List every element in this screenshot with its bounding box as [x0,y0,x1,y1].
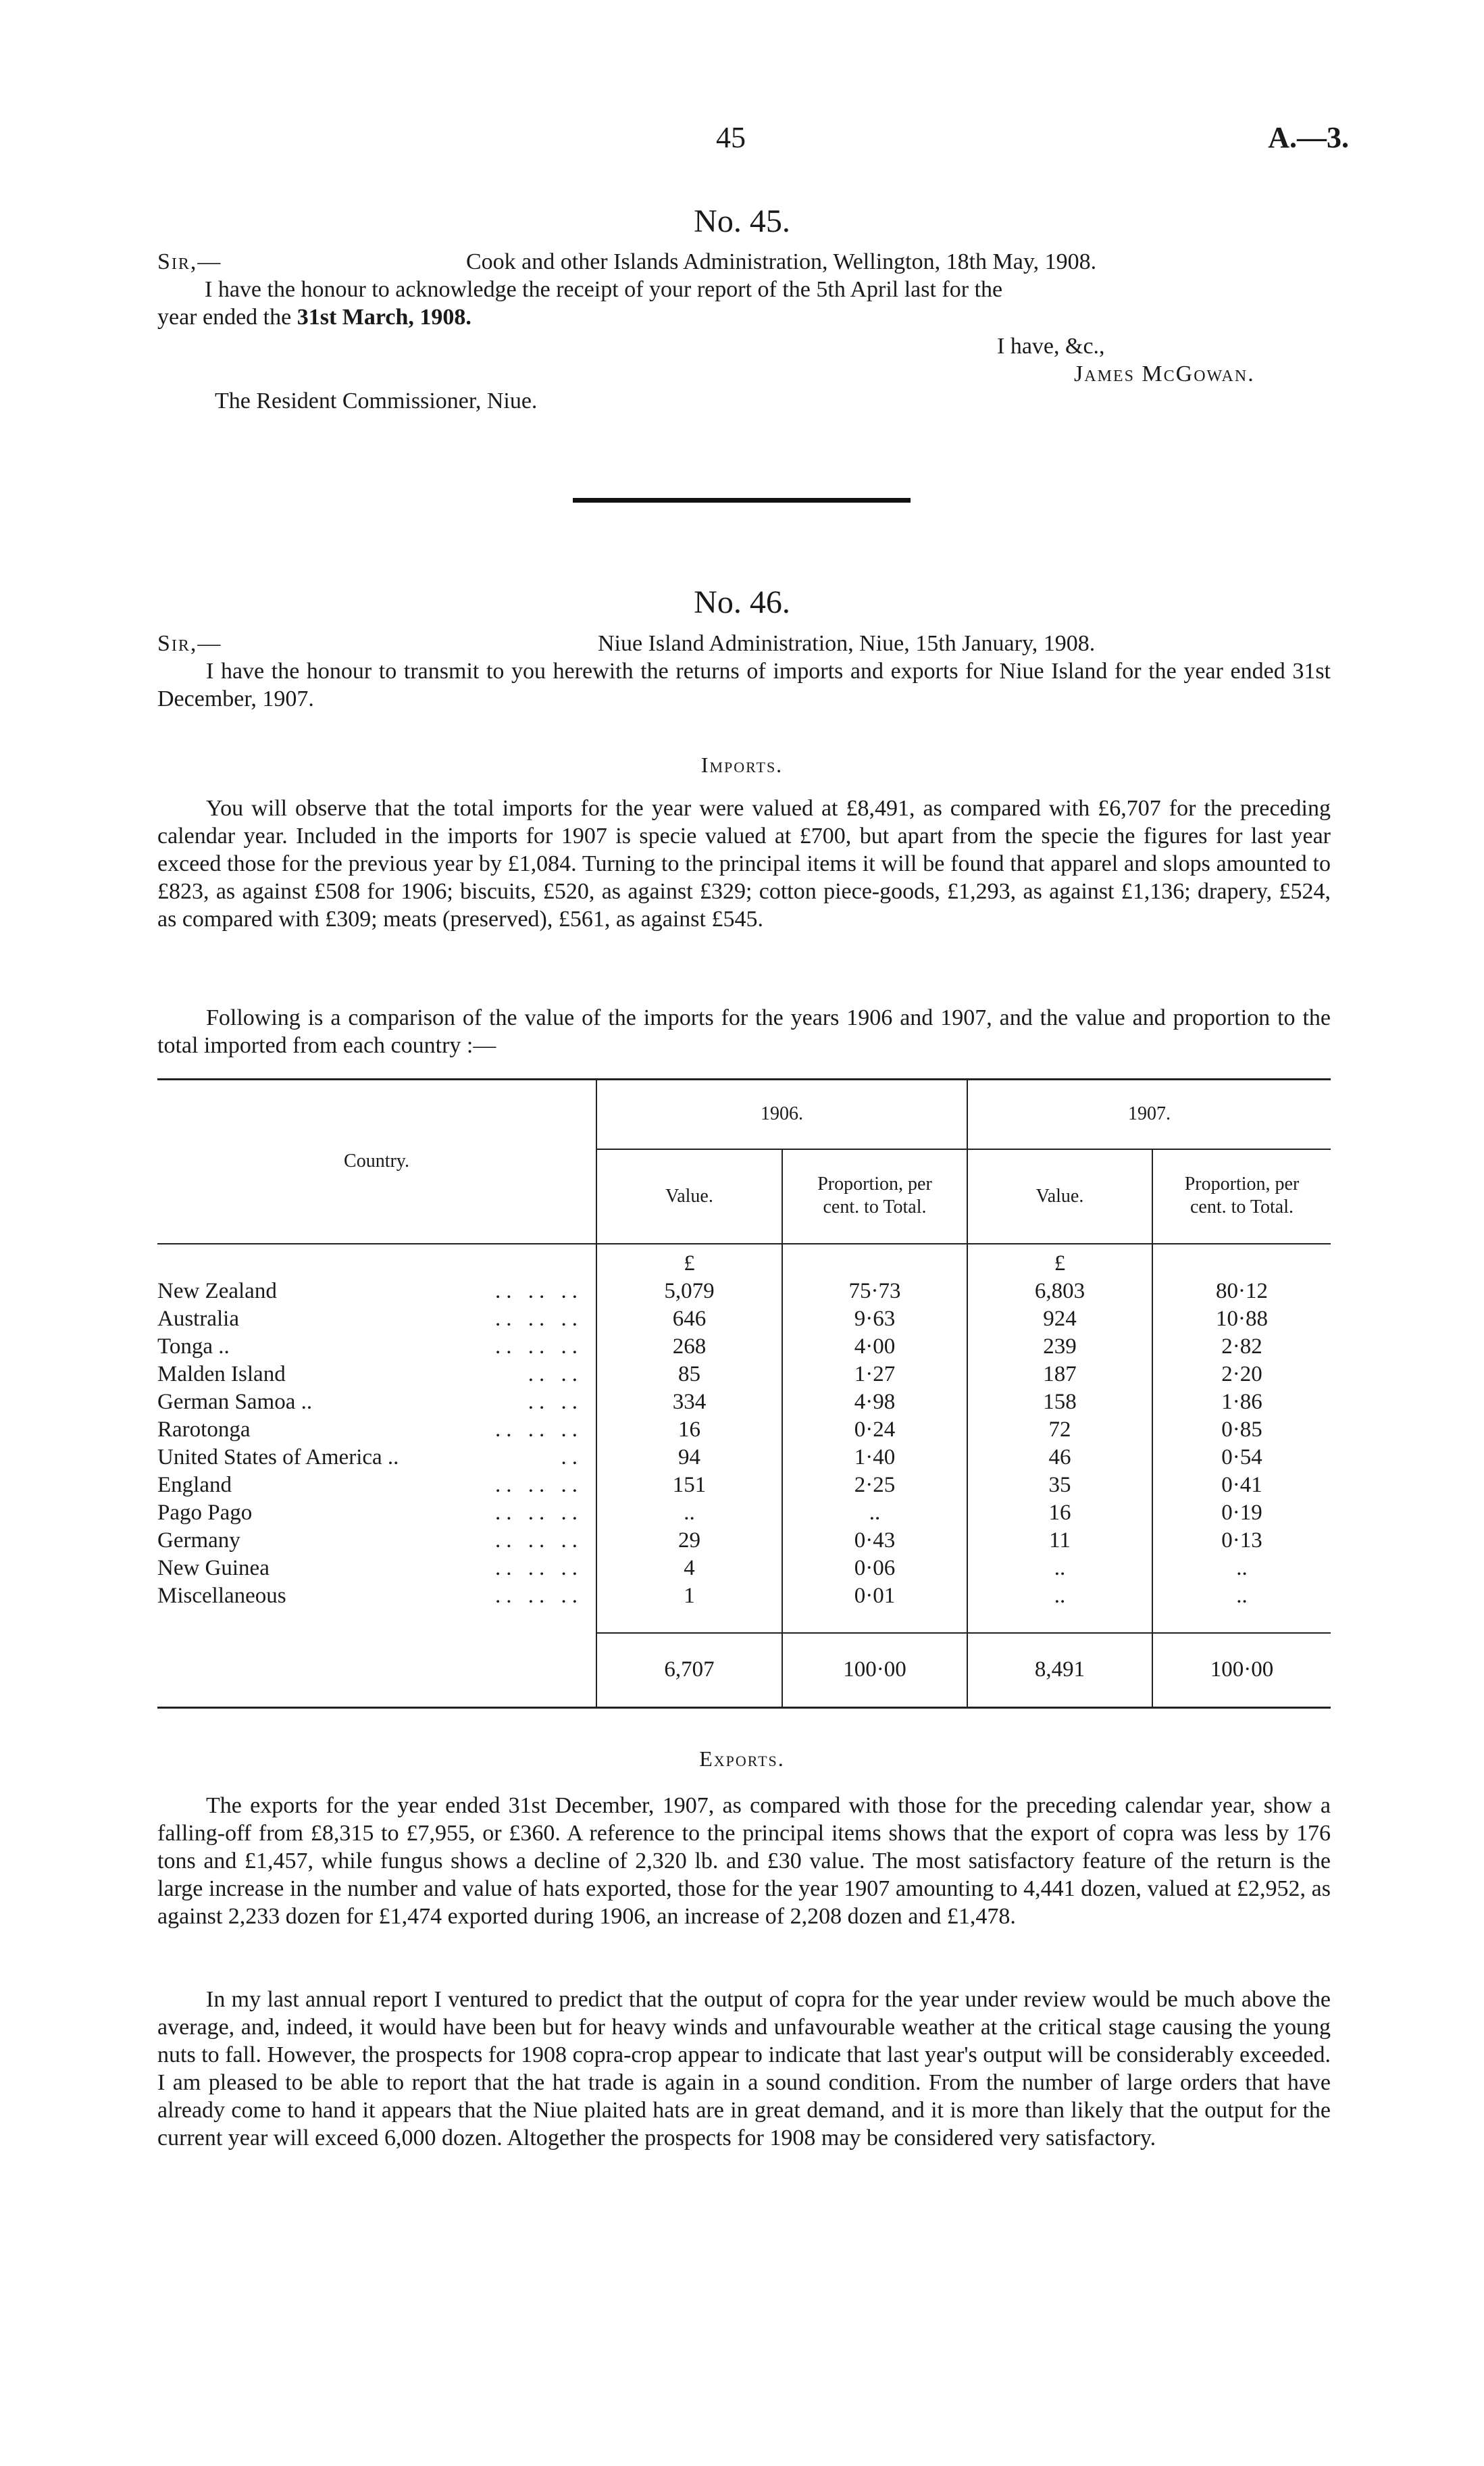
row-country: Malden Island [157,1362,286,1386]
row-country: German Samoa .. [157,1390,313,1414]
row-proportion-1907: 0·13 [1221,1528,1262,1553]
header-year-1906: 1906. [761,1103,803,1124]
imports-paragraph: You will observe that the total imports for the year were valued at £8,491, as compared with £6,707 for the preceding calendar year. Included in the imports for 1907 is specie valued at £700, but apart from the specie the figures for last year exceed those for the previous year by £1,084. Turning to the principal items it will be found that apparel and slops amounted to £823, as against £508 for 1906; biscuits, £520, as against £329; cotton piece-goods, £1,293, as against £1,136; drapery, £524, as compared with £309; meats (preserved), £561, as against £545. [157,796,1331,932]
row-value-1906: 268 [672,1334,707,1359]
table-row [157,1361,1331,1388]
leader-dots: .. [561,1445,583,1469]
row-country: Miscellaneous [157,1584,286,1608]
row-proportion-1906: 0·43 [854,1528,896,1553]
header-year-1907: 1907. [1128,1103,1171,1124]
row-value-1906: 29 [678,1528,700,1553]
letter-45-salutation: Sir,— [157,249,222,274]
imports-heading: Imports. [700,753,784,777]
table-year-rule [596,1149,1331,1150]
row-proportion-1906: 0·24 [854,1417,896,1442]
table-row [157,1471,1331,1499]
row-value-1907: 924 [1043,1307,1077,1331]
row-proportion-1907: .. [1236,1556,1248,1580]
table-header-rule [157,1243,1331,1244]
letter-45-body-date: 31st March, 1908. [297,305,471,330]
row-value-1906: 4 [684,1556,695,1580]
letter-46-title: No. 46. [694,584,790,620]
leader-dots: .. .. [528,1390,583,1414]
row-country: England [157,1473,232,1497]
leader-dots: .. .. .. [495,1334,583,1359]
currency-1907: £ [1054,1251,1066,1276]
row-value-1907: 239 [1043,1334,1077,1359]
letter-46-salutation: Sir,— [157,631,222,656]
row-value-1906: 85 [678,1362,700,1386]
letter-45-dateline: Cook and other Islands Administration, Wellington, 18th May, 1908. [466,249,1097,274]
table-row [157,1305,1331,1333]
leader-dots: .. .. .. [495,1279,583,1303]
row-value-1907: 46 [1048,1445,1071,1469]
letter-45-title: No. 45. [694,203,790,239]
letter-45-body-line1: I have the honour to acknowledge the receipt of your report of the 5th April last for the [205,277,1003,302]
comparison-paragraph: Following is a comparison of the value of the imports for the years 1906 and 1907, and the value and proportion to the total imported from each country :— [157,1005,1331,1058]
row-proportion-1906: 1·40 [854,1445,896,1469]
currency-1906: £ [684,1251,695,1276]
row-value-1907: 158 [1043,1390,1077,1414]
header-country: Country. [344,1151,409,1172]
row-proportion-1906: 1·27 [854,1362,896,1386]
table-row [157,1499,1331,1527]
header-proportion-1907-line1: Proportion, per [1184,1174,1300,1194]
total-value-1907: 8,491 [1034,1657,1085,1682]
row-country: Tonga .. [157,1334,230,1359]
row-value-1907: 187 [1043,1362,1077,1386]
leader-dots: .. .. .. [495,1556,583,1580]
row-value-1907: 72 [1048,1417,1071,1442]
table-row [157,1582,1331,1610]
row-proportion-1907: 0·19 [1221,1501,1262,1525]
letter-46-intro: I have the honour to transmit to you herewith the returns of imports and exports for Niue Island for the year ended 31st December, 1907. [157,659,1331,711]
table-row [157,1416,1331,1444]
row-country: New Guinea [157,1556,270,1580]
row-proportion-1906: 4·00 [854,1334,896,1359]
row-proportion-1907: 0·85 [1221,1417,1262,1442]
header-proportion-1906-line1: Proportion, per [817,1174,932,1194]
row-proportion-1907: 0·54 [1221,1445,1262,1469]
row-proportion-1907: 2·82 [1221,1334,1262,1359]
leader-dots: .. .. [528,1362,583,1386]
exports-paragraph-2: In my last annual report I ventured to predict that the output of copra for the year under review would be much above the average, and, indeed, it would have been but for heavy winds and unfavourable weather at the critical stage causing the young nuts to fall. However, the prospects for 1908 copra-crop appear to indicate that last year's output will be considerably exceeded. I am pleased to be able to report that the hat trade is again in a sound condition. From the number of large orders that have already come to hand it appears that the Niue plaited hats are in great demand, and it is more than likely that the output for the current year will exceed 6,000 dozen. Altogether the prospects for 1908 may be considered very satisfactory. [157,1987,1331,2150]
row-proportion-1907: 0·41 [1221,1473,1262,1497]
row-proportion-1906: 0·06 [854,1556,896,1580]
row-value-1906: 94 [678,1445,700,1469]
row-value-1907: 11 [1049,1528,1071,1553]
letter-45-signature: James McGowan. [1074,361,1255,386]
table-total-rule [596,1632,1331,1634]
total-proportion-1906: 100·00 [843,1657,906,1682]
header-proportion-1906 [783,1173,967,1219]
row-value-1907: 16 [1048,1501,1071,1525]
header-proportion-1906-line2: cent. to Total. [823,1197,927,1217]
exports-paragraph-1: The exports for the year ended 31st December, 1907, as compared with those for the preceding calendar year, show a falling-off from £8,315 to £7,955, or £360. A reference to the principal items shows that the export of copra was less by 176 tons and £1,457, while fungus shows a decline of 2,320 lb. and £30 value. The most satisfactory feature of the return is the large increase in the number and value of hats exported, those for the year 1907 amounting to 4,441 dozen, valued at £2,952, as against 2,233 dozen for £1,474 exported during 1906, an increase of 2,208 dozen and £1,478. [157,1793,1331,1929]
header-proportion-1907 [1153,1173,1331,1219]
row-proportion-1907: 80·12 [1216,1279,1268,1303]
row-proportion-1906: 4·98 [854,1390,896,1414]
document-reference: A.—3. [1268,121,1349,154]
leader-dots: .. .. .. [495,1501,583,1525]
leader-dots: .. .. .. [495,1307,583,1331]
row-value-1906: 5,079 [664,1279,715,1303]
header-value-1906: Value. [665,1186,713,1207]
row-value-1906: .. [684,1501,695,1525]
row-country: Germany [157,1528,240,1553]
table-row [157,1444,1331,1471]
leader-dots: .. .. .. [495,1473,583,1497]
row-proportion-1906: 0·01 [854,1584,896,1608]
row-proportion-1907: 1·86 [1221,1390,1262,1414]
header-proportion-1907-line2: cent. to Total. [1189,1197,1294,1217]
letter-45-body-line2 [157,303,471,331]
section-divider [573,498,911,503]
row-proportion-1907: 10·88 [1216,1307,1268,1331]
table-row [157,1388,1331,1416]
row-country: Pago Pago [157,1501,253,1525]
exports-heading: Exports. [699,1746,785,1771]
row-country: United States of America .. [157,1445,399,1469]
total-proportion-1907: 100·00 [1210,1657,1274,1682]
row-value-1906: 1 [684,1584,695,1608]
row-value-1906: 646 [672,1307,707,1331]
row-value-1907: .. [1054,1556,1066,1580]
row-proportion-1907: 2·20 [1221,1362,1262,1386]
row-value-1906: 151 [672,1473,707,1497]
letter-45-closing: I have, &c., [997,334,1105,359]
table-row [157,1527,1331,1555]
row-proportion-1906: 2·25 [854,1473,896,1497]
row-value-1907: .. [1054,1584,1066,1608]
page-number: 45 [716,121,746,154]
row-country: Australia [157,1307,239,1331]
row-proportion-1907: .. [1236,1584,1248,1608]
leader-dots: .. .. .. [495,1528,583,1553]
table-top-rule [157,1078,1331,1080]
letter-45-addressee: The Resident Commissioner, Niue. [215,388,538,413]
row-value-1907: 6,803 [1034,1279,1085,1303]
row-value-1906: 334 [672,1390,707,1414]
row-proportion-1906: .. [869,1501,881,1525]
row-country: Rarotonga [157,1417,251,1442]
table-row [157,1555,1331,1582]
letter-46-dateline: Niue Island Administration, Niue, 15th January, 1908. [598,631,1096,656]
row-proportion-1906: 75·73 [848,1279,901,1303]
table-row [157,1278,1331,1305]
table-body [157,1278,1331,1610]
table-bottom-rule [157,1707,1331,1709]
total-value-1906: 6,707 [664,1657,715,1682]
header-value-1907: Value. [1035,1186,1084,1207]
row-value-1906: 16 [678,1417,700,1442]
leader-dots: .. .. .. [495,1417,583,1442]
row-country: New Zealand [157,1279,277,1303]
letter-45-body-line2-text: year ended the [157,305,297,330]
row-proportion-1906: 9·63 [854,1307,896,1331]
row-value-1907: 35 [1048,1473,1071,1497]
leader-dots: .. .. .. [495,1584,583,1608]
table-row [157,1333,1331,1361]
